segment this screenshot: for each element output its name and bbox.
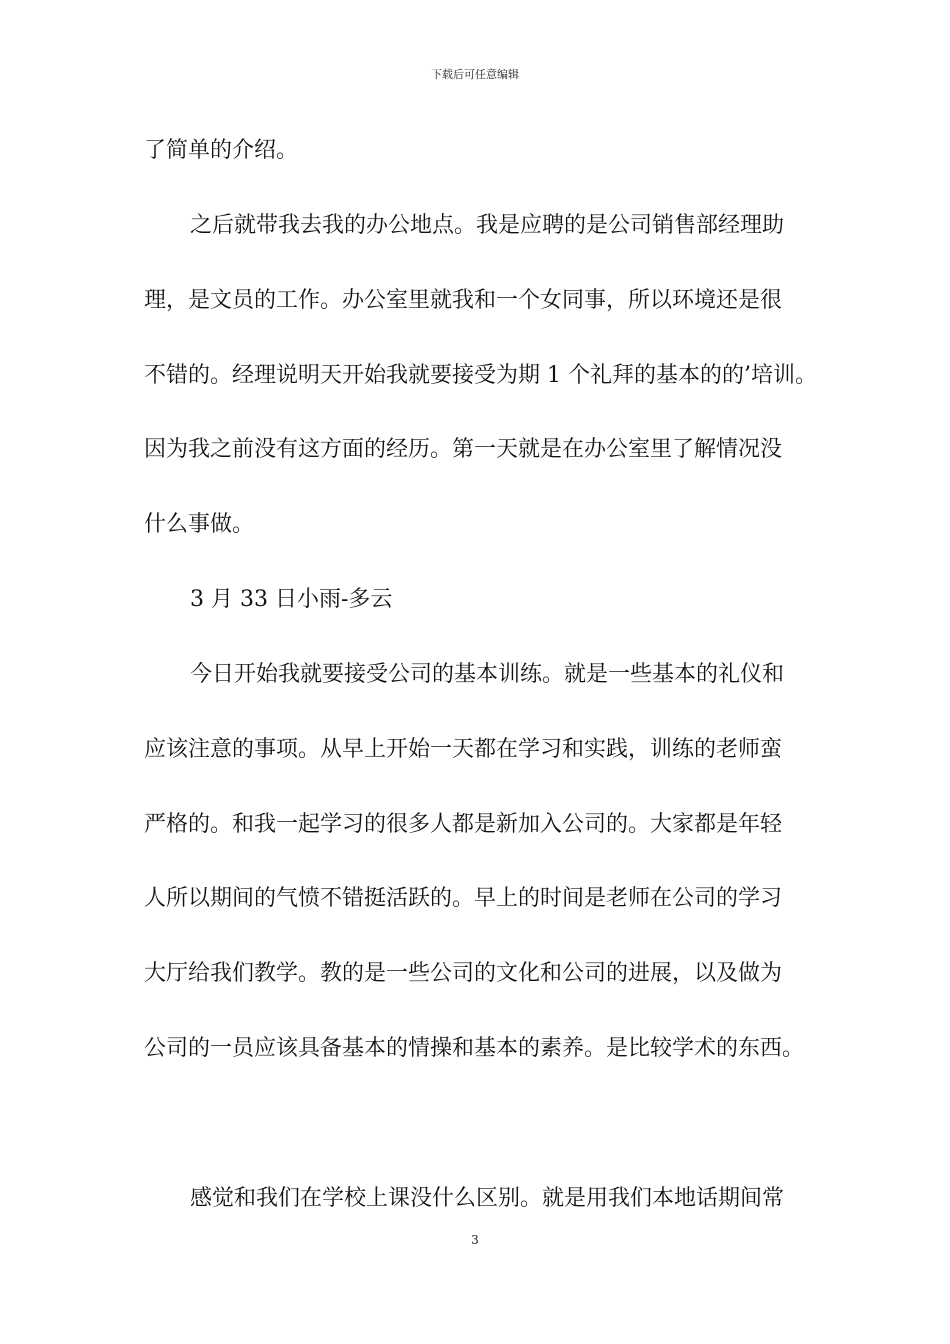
text-line: 公司的一员应该具备基本的情操和基本的素养。是比较学术的东西。 [144,1036,805,1061]
page-number: 3 [471,1233,479,1247]
page-header: 下载后可任意编辑 [431,68,519,81]
date-heading: 3 月 33 日小雨-多云 [190,587,393,612]
text-line: 之后就带我去我的办公地点。我是应聘的是公司销售部经理助 [190,213,785,238]
text-line: 了简单的介绍。 [144,138,299,163]
text-line: 不错的。经理说明天开始我就要接受为期 1 个礼拜的基本的的’培训。 [144,363,817,388]
text-line: 理，是文员的工作。办公室里就我和一个女同事，所以环境还是很 [144,288,783,313]
text-line: 严格的。和我一起学习的很多人都是新加入公司的。大家都是年轻 [144,812,783,837]
text-line: 感觉和我们在学校上课没什么区别。就是用我们本地话期间常 [190,1186,785,1211]
text-line: 应该注意的事项。从早上开始一天都在学习和实践，训练的老师蛮 [144,737,783,762]
text-line: 什么事做。 [144,512,255,537]
text-line: 今日开始我就要接受公司的基本训练。就是一些基本的礼仪和 [190,662,785,687]
text-line: 大厅给我们教学。教的是一些公司的文化和公司的进展，以及做为 [144,961,783,986]
text-line: 因为我之前没有这方面的经历。第一天就是在办公室里了解情况没 [144,437,783,462]
text-line: 人所以期间的气愤不错挺活跃的。早上的时间是老师在公司的学习 [144,886,783,911]
